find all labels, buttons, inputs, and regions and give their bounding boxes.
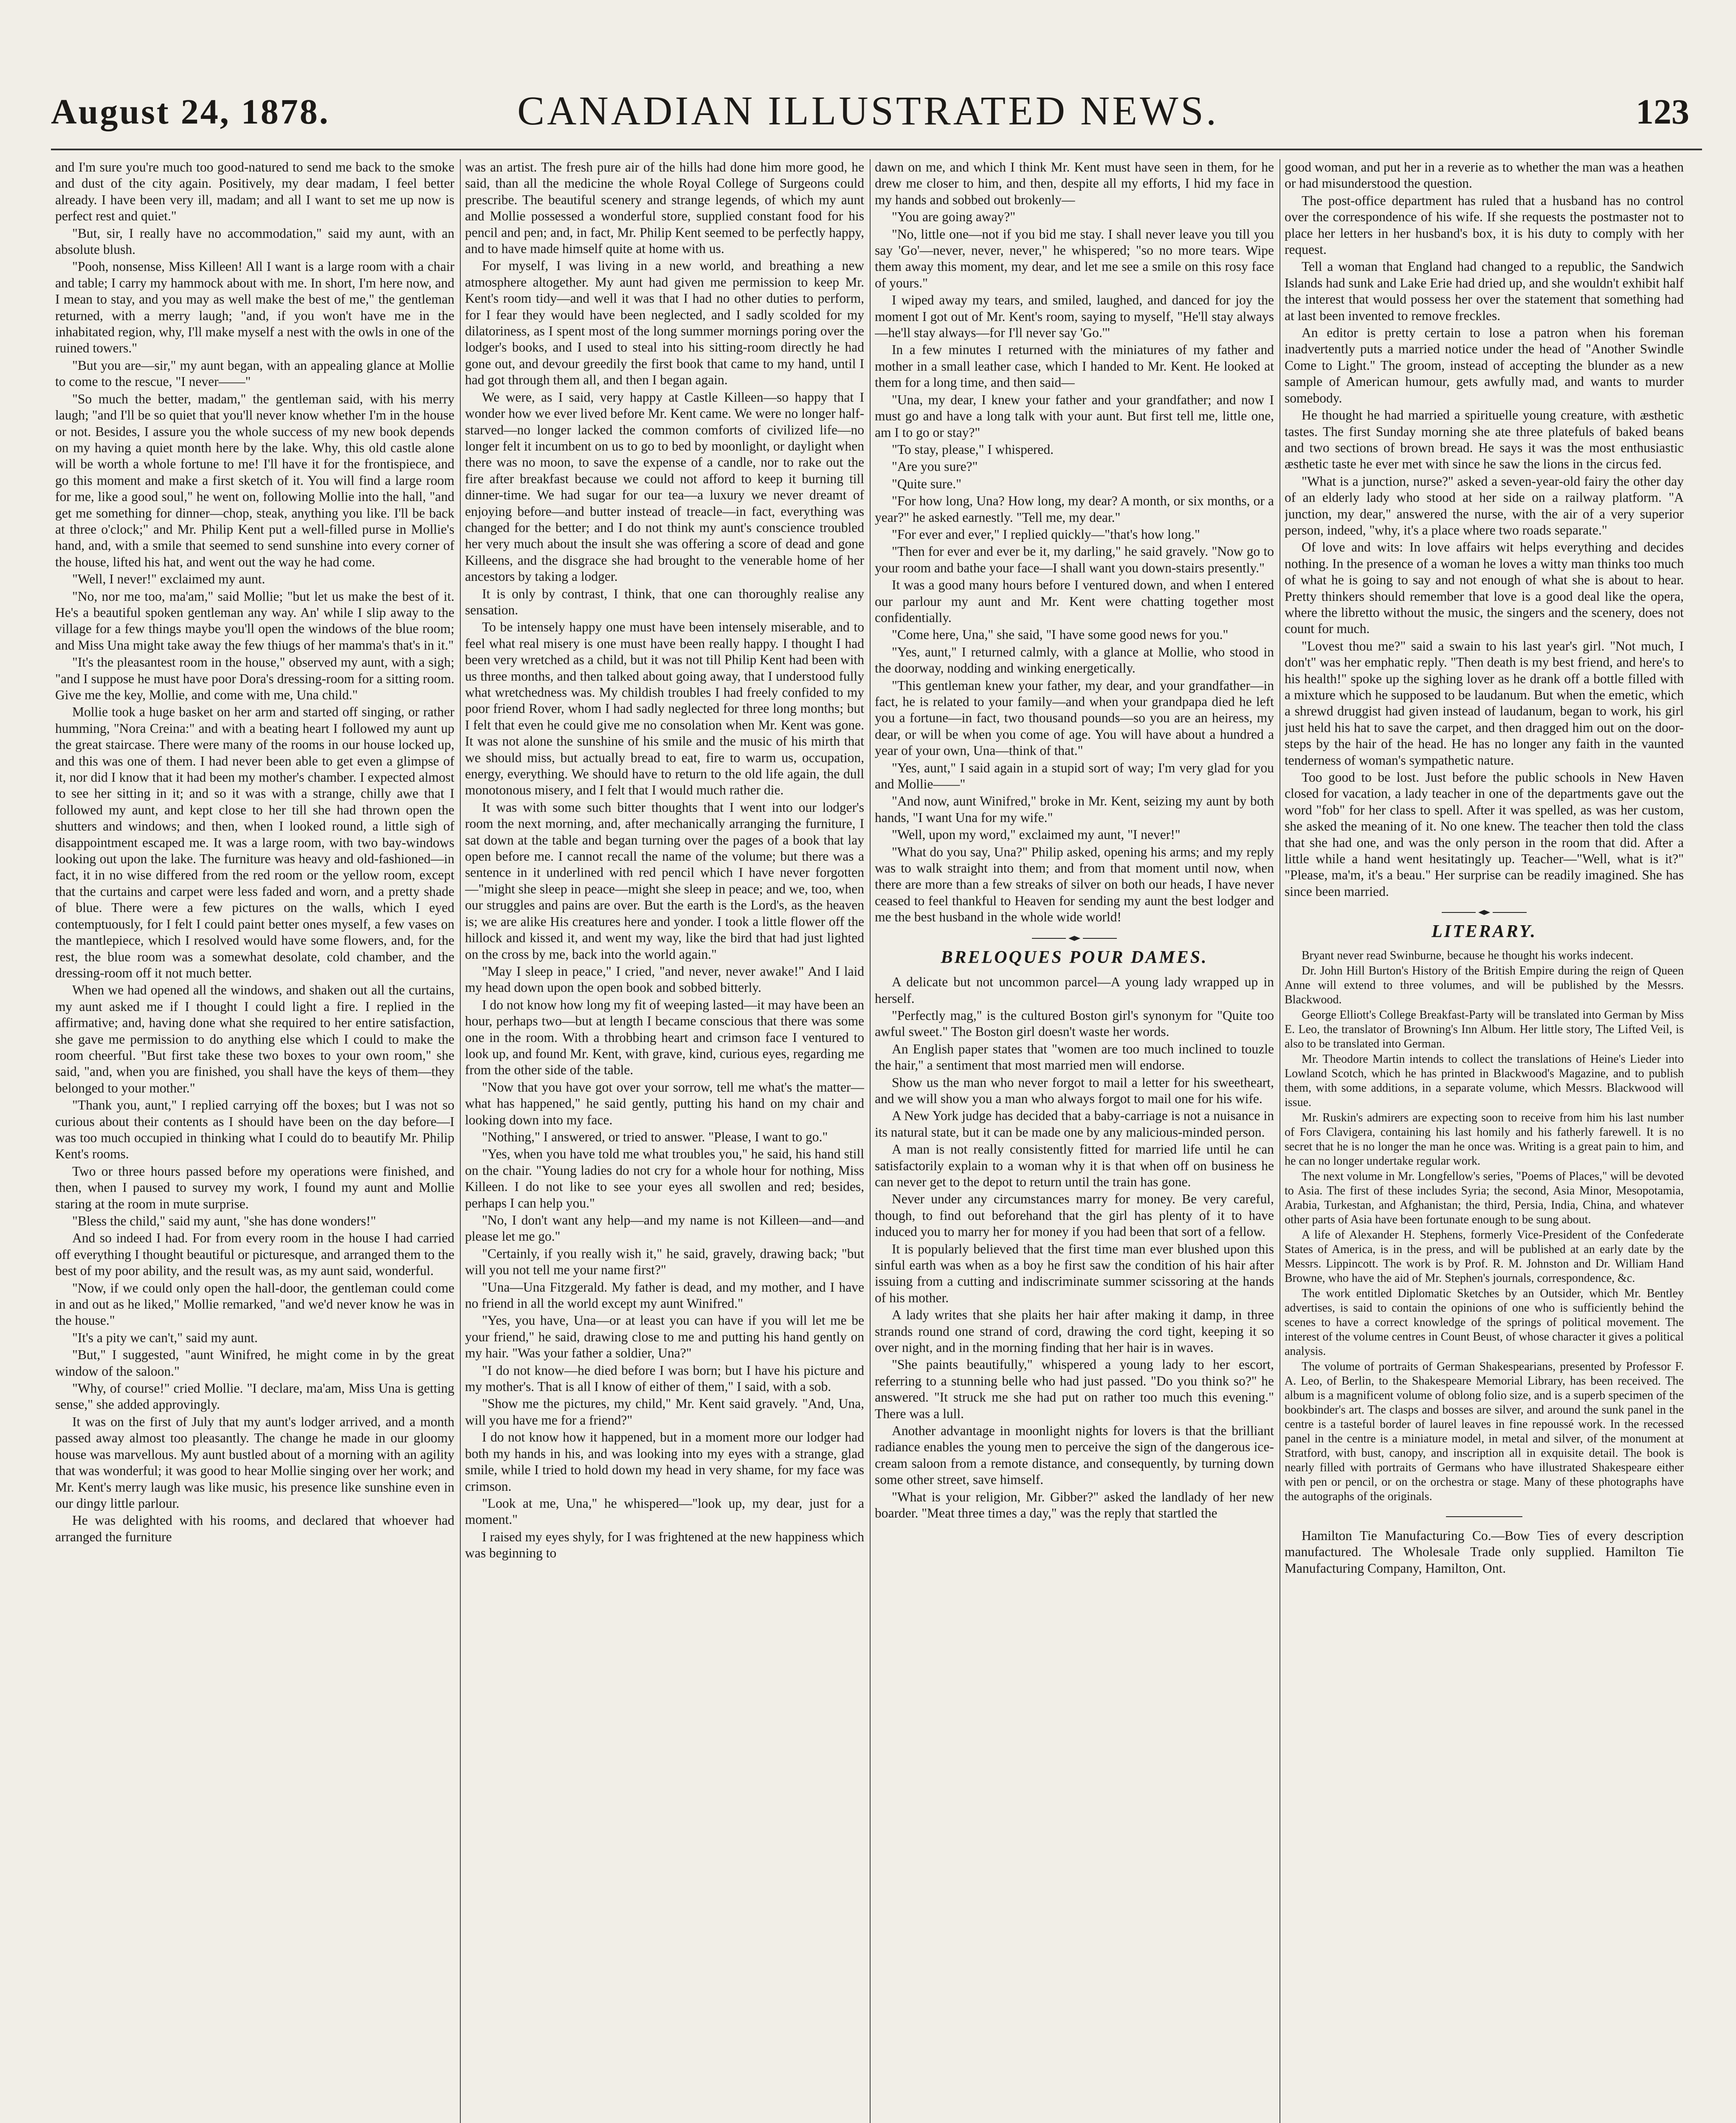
paragraph: and I'm sure you're much too good-natured to send me back to the smoke and dust of the city again. Positively, my dear madam, I feel better already. I have been very ill, madam; and all I want to set me up now is perfect rest and quiet." [55,160,454,224]
paragraph: The work entitled Diplomatic Sketches by an Outsider, which Mr. Bentley advertises, is said to contain the opinions of one who is sufficiently behind the scenes to have a correct knowledge of the springs of political movement. The interest of the volume centres in Count Beust, of whose character it gives a political analysis. [1285,1287,1684,1358]
column-rule [870,159,871,2123]
paragraph: "Well, upon my word," exclaimed my aunt, "I never!" [892,827,1181,842]
paragraph: Never under any circumstances marry for money. Be very careful, though, to find out beforehand that the girl has plenty of it to have induced you to marry her for money if you had been that sort of a fellow. [875,1191,1274,1239]
paragraph: "Then for ever and ever be it, my darling," he said gravely. "Now go to your room and bathe your face—I shall want you down-stairs presently." [875,544,1274,575]
paragraph: When we had opened all the windows, and shaken out all the curtains, my aunt asked me if I thought I could light a fire. I replied in the affirmative; and, having done what she required to her entire satisfaction, she gave me permission to do anything else which I could to make the room cheerful. "But first take these two boxes to your own room," she said, "and, when you are finished, you shall have the keys of them—they belonged to your mother." [55,983,454,1095]
paragraph: "But you are—sir," my aunt began, with an appealing glance at Mollie to come to the rescue, "I never——" [55,358,454,389]
paragraph: I do not know how it happened, but in a moment more our lodger had both my hands in his, and was looking into my eyes with a strange, glad smile, while I tried to hold down my head in very shame, for my face was crimson. [465,1430,864,1494]
breloques-continued [1285,159,1684,900]
paragraph: And so indeed I had. For from every room in the house I had carried off everything I thought beautiful or picturesque, and arranged them to the best of my poor ability, and the result was, as my aunt said, wonderful. [55,1230,454,1278]
literary-title: LITERARY. [1432,922,1537,942]
paragraph: "Are you sure?" [892,459,978,474]
paragraph: Bryant never read Swinburne, because he thought his works indecent. [1302,949,1634,962]
section-ornament [1285,1513,1684,1520]
paragraph: "It's a pity we can't," said my aunt. [72,1330,258,1345]
paragraph: "Lovest thou me?" said a swain to his last year's girl. "Not much, I don't" was her emphatic reply. "Then death is my best friend, and here's to his health!" spoke up the sighing lover as he drank off a bottle filled with a mixture which he supposed to be laudanum. But when the emetic, which a shrewd druggist had given instead of laudanum, began to work, his girl just held his hat to save the carpet, and then dragged him out on the door-steps by the hair of the head. He has no longer any faith in the vaunted tenderness of woman's sympathetic nature. [1285,638,1684,768]
masthead-title: CANADIAN ILLUSTRATED NEWS. [517,88,1219,133]
paragraph: The volume of portraits of German Shakespearians, presented by Professor F. A. Leo, of Berlin, to the Shakespeare Memorial Library, has been received. The album is a magnificent volume of oblong folio size, and is a superb specimen of the bookbinder's art. The clasps and bosses are silver, and around the sunk panel in the centre is a tasteful border of laurel leaves in fine repoussé work. In the recessed panel in the centre is a miniature model, in metal and silver, of the monument at Stratford, with bust, canopy, and inscription all in exquisite detail. The book is nearly filled with portraits of Germans who have illustrated Shakespeare either with pen or pencil, or on the orchestra or stage. Many of these photographs have the autographs of the originals. [1285,1360,1684,1503]
paragraph: Mr. Ruskin's admirers are expecting soon to receive from him his last number of Fors Clavigera, containing his last homily and his fatherly farewell. It is no secret that he is no longer the man he once was. Writing is a great pain to him, and he can no longer undertake regular work. [1285,1111,1684,1168]
paragraph: An English paper states that "women are too much inclined to touzle the hair," a sentiment that most married men will endorse. [875,1041,1274,1073]
paragraph: Tell a woman that England had changed to a republic, the Sandwich Islands had sunk and Lake Erie had dried up, and she wouldn't exhibit half the interest that would possess her over the statement that something had at last been invented to remove freckles. [1285,259,1684,323]
paragraph: "But," I suggested, "aunt Winifred, he might come in by the great window of the saloon." [55,1347,454,1379]
paragraph: It was with some such bitter thoughts that I went into our lodger's room the next morning, and, after mechanically arranging the furniture, I sat down at the table and began turning over the pages of a book that lay open before me. I cannot recall the name of the volume; but there was a sentence in it underlined with red pencil which I have never forgotten—"might she sleep in peace—might she sleep in peace; and we, too, when our struggles and pains are over. But the earth is the Lord's, as the heaven is; we are alike His creatures here and yonder. I took a little flower off the hillock and kissed it, and went my way, like the bird that had just lighted on the cross by me, back into the world again." [465,800,864,962]
paragraph: A delicate but not uncommon parcel—A young lady wrapped up in herself. [875,974,1274,1006]
column-2-story [465,159,864,2123]
paragraph: It was on the first of July that my aunt's lodger arrived, and a month passed away almost too pleasantly. The change he made in our gloomy house was marvellous. My aunt bustled about of a morning with an agility that was wonderful; it was good to hear Mollie singing over her work; and Mr. Kent's merry laugh was like music, his presence like sunshine even in our dingy little parlour. [55,1414,454,1511]
paragraph: "Now that you have got over your sorrow, tell me what's the matter—what has happened," he said gently, putting his hand on my chair and looking down into my face. [465,1079,864,1127]
column-1-story [55,159,454,2123]
paragraph: "Well, I never!" exclaimed my aunt. [72,572,265,587]
paragraph: Too good to be lost. Just before the public schools in New Haven closed for vacation, a lady teacher in one of the departments gave out the word "fob" for her class to spell. After it was spelled, as was her custom, she asked the meaning of it. No one knew. The teacher then told the class that she had one, and was the only person in the room that did. After a little while a hand went hesitatingly up. Teacher—"Well, what is it?" "Please, ma'm, it's a beau." Her surprise can be readily imagined. She has since been married. [1285,770,1684,899]
paragraph: I raised my eyes shyly, for I was frightened at the new happiness which was beginning to [465,1529,864,1561]
paragraph: "Show me the pictures, my child," Mr. Kent said gravely. "And, Una, will you have me for a friend?" [465,1396,864,1428]
paragraph: "Yes, aunt," I returned calmly, with a glance at Mollie, who stood in the doorway, nodding and winking energetically. [875,644,1274,676]
paragraph: "Nothing," I answered, or tried to answer. "Please, I want to go." [482,1129,828,1144]
ornament-divider-icon [1437,909,1531,916]
ornament-divider-icon [1028,935,1121,942]
paragraph: "May I sleep in peace," I cried, "and never, never awake!" And I laid my head down upon the open book and sobbed bitterly. [465,963,864,995]
paragraph: We were, as I said, very happy at Castle Killeen—so happy that I wonder how we ever lived before Mr. Kent came. We were no longer half-starved—no longer lacked the common comforts of civilized life—no longer felt it incumbent on us to go to bed by moonlight, or daylight when there was no moon, to save the expense of a candle, nor to rake out the fire after breakfast because we could not afford to keep it burning till dinner-time. We had sugar for our tea—a luxury we never dreamt of enjoying before—and butter instead of treacle—in fact, everything was changed for the better; and I do not think my aunt's conscience troubled her very much about the insult she was offering a score of dead and gone Killeens, and the disgrace she had brought to the venerable home of her ancestors by taking a lodger. [465,389,864,584]
paragraph: "What is a junction, nurse?" asked a seven-year-old fairy the other day of an elderly lady who stood at her side on a railway platform. "A junction, my dear," answered the nurse, with the air of a very superior person, indeed, "why, it's a place where two roads separate." [1285,473,1684,538]
paragraph: It is only by contrast, I think, that one can thoroughly realise any sensation. [465,586,864,617]
advertisement: Hamilton Tie Manufacturing Co.—Bow Ties of every description manufactured. The Wholesale Trade only supplied. Hamilton Tie Manufacturing Company, Hamilton, Ont. [1285,1528,1684,1576]
issue-date: August 24, 1878. [51,92,330,132]
paragraph: A life of Alexander H. Stephens, formerly Vice-President of the Confederate States of America, is in the press, and will be published at an early date by the Messrs. Lippincott. The work is by Prof. R. M. Johnston and Dr. William Hand Browne, who have the aid of Mr. Stephen's journals, correspondence, &c. [1285,1228,1684,1285]
breloques-title: BRELOQUES POUR DAMES. [941,947,1208,967]
paragraph: "Yes, you have, Una—or at least you can have if you will let me be your friend," he said, drawing close to me and putting his hand gently on my hair. "Was your father a soldier, Una?" [465,1313,864,1361]
paragraph: I do not know how long my fit of weeping lasted—it may have been an hour, perhaps two—but at length I became conscious that there was some one in the room. With a throbbing heart and crimson face I ventured to look up, and found Mr. Kent, with grave, kind, curious eyes, regarding me from the other side of the table. [465,997,864,1078]
paragraph: "What do you say, Una?" Philip asked, opening his arms; and my reply was to walk straight into them; and from that moment until now, when there are more than a few streaks of silver on both our heads, I have never ceased to feel thankful to Heaven for sending my aunt the best lodger and me the best husband in the whole wide world! [875,844,1274,925]
column-3 [875,159,1274,2123]
paragraph: "Yes, aunt," I said again in a stupid sort of way; I'm very glad for you and Mollie——" [875,760,1274,792]
paragraph: Of love and wits: In love affairs wit helps everything and decides nothing. In the presence of a woman he loves a witty man thinks too much of what he is going to say and not enough of what she is about to hear. Pretty thinkers should remember that love is a good deal like the opera, where the libretto without the music, the singers and the scenery, does not count for much. [1285,540,1684,636]
paragraph: "But, sir, I really have no accommodation," said my aunt, with an absolute blush. [55,225,454,257]
paragraph: "Now, if we could only open the hall-door, the gentleman could come in and out as he liked," Mollie remarked, "and we'd never know he was in the house." [55,1280,454,1328]
paragraph: "What is your religion, Mr. Gibber?" asked the landlady of her new boarder. "Meat three times a day," was the reply that startled the [875,1489,1274,1521]
paragraph: "Una—Una Fitzgerald. My father is dead, and my mother, and I have no friend in all the world except my aunt Winifred." [465,1279,864,1311]
paragraph: Another advantage in moonlight nights for lovers is that the brilliant radiance enables the young men to perceive the sign of the dangerous ice-cream saloon from a remote distance, and consequently, by turning down some other street, save himself. [875,1423,1274,1487]
column-rule [460,159,461,2123]
paragraph: "You are going away?" [892,209,1016,225]
breloques-section [875,974,1274,1521]
paragraph: "For ever and ever," I replied quickly—"that's how long." [892,527,1200,542]
paragraph: "Come here, Una," she said, "I have some good news for you." [892,627,1229,642]
paragraph: "Why, of course!" cried Mollie. "I declare, ma'am, Miss Una is getting sense," she added approvingly. [55,1381,454,1412]
paragraph: For myself, I was living in a new world, and breathing a new atmosphere altogether. My aunt had given me permission to keep Mr. Kent's room tidy—and well it was that I had no other duties to perform, for I fear they would have been neglected, and I sadly scolded for my dilatoriness, as I spent most of the long summer mornings poring over the lodger's books, and I used to steal into his sitting-room directly he had gone out, and devour greedily the first book that came to my hand, until I had got through them all, and then I began again. [465,258,864,388]
paragraph: "Quite sure." [892,476,961,491]
page-number: 123 [1636,92,1689,132]
paragraph: A New York judge has decided that a baby-carriage is not a nuisance in its natural state, but it can be made one by any malicious-minded person. [875,1108,1274,1140]
paragraph: A man is not really consistently fitted for married life until he can satisfactorily explain to a woman why it is that when off on business he can never get to the depot to return until the train has gone. [875,1142,1274,1189]
paragraph: To be intensely happy one must have been intensely miserable, and to feel what real misery is one must have been really happy. I thought I had been very wretched as a child, but it was not till Philip Kent had been with us three months, and then talked about going away, that I understood fully what wretchedness was. My childish troubles I had freely confided to my poor friend Rover, whom I had sadly neglected for three long months; but I felt that even he could give me no consolation when Mr. Kent was gone. It was not alone the sunshine of his smile and the music of his mirth that we should miss, but actually bread to eat, fire to warm us, occupation, energy, everything. We should have to return to the old life again, the dull monotonous misery, and I felt that I would much rather die. [465,619,864,798]
paragraph: The post-office department has ruled that a husband has no control over the correspondence of his wife. If she requests the postmaster not to place her letters in her husband's box, it is his duty to comply with her request. [1285,193,1684,257]
header-rule [51,149,1702,150]
paragraph: good woman, and put her in a reverie as to whether the man was a heathen or had misunderstood the question. [1285,160,1684,191]
paragraph: He thought he had married a spirituelle young creature, with æsthetic tastes. The first Sunday morning she ate three platefuls of baked beans and two sections of brown bread. He says it was the most enthusiastic æsthetic taste he ever met with since he saw the lions in the circus fed. [1285,408,1684,472]
section-ornament [1285,909,1684,916]
paragraph: "Look at me, Una," he whispered—"look up, my dear, just for a moment." [465,1495,864,1527]
paragraph: I wiped away my tears, and smiled, laughed, and danced for joy the moment I got out of Mr. Kent's room, saying to myself, "He'll stay always—he'll stay always—for I'll never say 'Go.'" [875,293,1274,341]
paragraph: "I do not know—he died before I was born; but I have his picture and my mother's. That is all I know of either of them," I said, with a sob. [465,1363,864,1394]
paragraph: George Elliott's College Breakfast-Party will be translated into German by Miss E. Leo, the translator of Browning's Inn Album. Her little story, The Lifted Veil, is also to be translated into German. [1285,1008,1684,1050]
paragraph: An editor is pretty certain to lose a patron when his foreman inadvertently puts a married notice under the head of "Another Swindle Come to Light." The groom, instead of accepting the blunder as a new sample of American humour, gets awfully mad, and wants to murder somebody. [1285,325,1684,405]
story-conclusion [875,159,1274,926]
paragraph: dawn on me, and which I think Mr. Kent must have seen in them, for he drew me closer to him, and then, despite all my efforts, I hid my face in my hands and sobbed out brokenly— [875,160,1274,207]
paragraph: "Certainly, if you really wish it," he said, gravely, drawing back; "but will you not tell me your name first?" [465,1246,864,1278]
column-4 [1285,159,1684,2123]
column-rule [1279,159,1280,2123]
paragraph: "No, little one—not if you bid me stay. I shall never leave you till you say 'Go'—never, never, never," he whispered; "so no more tears. Wipe them away this moment, my dear, and let me see a smile on this rosy face of yours." [875,226,1274,290]
paragraph: "For how long, Una? How long, my dear? A month, or six months, or a year?" he asked earnestly. "Tell me, my dear." [875,493,1274,525]
paragraph: "Bless the child," said my aunt, "she has done wonders!" [72,1214,376,1228]
paragraph: "No, nor me too, ma'am," said Mollie; "but let us make the best of it. He's a beautiful spoken gentleman any way. An' while I slip away to the village for a few things maybe you'll open the windows of the blue room; and Miss Una might take away the few thiugs of her mamma's that's in it." [55,588,454,653]
paragraph: A lady writes that she plaits her hair after making it damp, in three strands round one strand of cord, drawing the cord tight, keeping it so over night, and in the morning finding that her hair is in waves. [875,1307,1274,1355]
paragraph: It was a good many hours before I ventured down, and when I entered our parlour my aunt and Mr. Kent were chatting together most confidentially. [875,577,1274,625]
paragraph: Two or three hours passed before my operations were finished, and then, when I paused to survey my work, I found my aunt and Mollie staring at the room in mute surprise. [55,1163,454,1211]
paragraph: In a few minutes I returned with the miniatures of my father and mother in a small leather case, which I handed to Mr. Kent. He looked at them for a long time, and then said— [875,342,1274,390]
paragraph: "To stay, please," I whispered. [892,442,1054,457]
paragraph: "Thank you, aunt," I replied carrying off the boxes; but I was not so curious about their contents as I should have been on the day before—I was too much occupied in thinking what I could do to beautify Mr. Philip Kent's rooms. [55,1098,454,1162]
paragraph: He was delighted with his rooms, and declared that whoever had arranged the furniture [55,1513,454,1544]
paragraph: The next volume in Mr. Longfellow's series, "Poems of Places," will be devoted to Asia. The first of these includes Syria; the second, Asia Minor, Mesopotamia, Arabia, Turkestan, and Afghanistan; the third, Persia, India, China, and whatever other parts of Asia have been fortunate enough to be sung about. [1285,1169,1684,1226]
ornament-divider-icon [1437,1513,1531,1520]
paragraph: "And now, aunt Winifred," broke in Mr. Kent, seizing my aunt by both hands, "I want Una for my wife." [875,794,1274,825]
paragraph: Show us the man who never forgot to mail a letter for his sweetheart, and we will show you a man who always forgot to mail one for his wife. [875,1075,1274,1106]
paragraph: "Una, my dear, I knew your father and your grandfather; and now I must go and have a long talk with your aunt. But first tell me, little one, am I to go or stay?" [875,392,1274,440]
paragraph: It is popularly believed that the first time man ever blushed upon this sinful earth was when as a boy he first saw the condition of his hair after issuing from a cutting and indiscriminate summer scissoring at the hands of his mother. [875,1241,1274,1305]
paragraph: "This gentleman knew your father, my dear, and your grandfather—in fact, he is related to your family—and when your grandpapa died he left you a fortune—in fact, two thousand pounds—so you are an heiress, my dear, or will be when you come of age. You will have about a hundred a year of your own, Una—think of that." [875,678,1274,758]
paragraph: Mollie took a huge basket on her arm and started off singing, or rather humming, "Nora Creina:" and with a beating heart I followed my aunt up the great staircase. There were many of the rooms in our house locked up, and this was one of them. I had never been able to get even a glimpse of it, nor did I know that it had been my mother's chamber. I expected almost to see her sitting in it; and so it was with a strange, chilly awe that I followed my aunt, and kept close to her till she had thrown open the shutters and windows; and then, when I looked round, a little sigh of disappointment escaped me. It was a large room, with two bay-windows looking out upon the lake. The furniture was heavy and old-fashioned—in fact, it in no wise differed from the red room or the yellow room, except that the curtains and carpet were less faded and worn, and a pretty shade of blue. There were a few pictures on the walls, which I eyed contemptuously, for I felt I could paint better ones myself, a few vases on the mantlepiece, which I resolved would have some flowers, and, for the rest, the blue room was a somewhat desolate, cold chamber, and the dressing-room off it not much better. [55,704,454,980]
paragraph: Mr. Theodore Martin intends to collect the translations of Heine's Lieder into Lowland Scotch, which he has printed in Blackwood's Magazine, and to publish them, with some additions, in a separate volume, which Messrs. Blackwood will issue. [1285,1052,1684,1109]
paragraph: "She paints beautifully," whispered a young lady to her escort, referring to a stunning belle who had just passed. "Do you think so?" he answered. "It struck me she had put on rather too much this evening." There was a lull. [875,1357,1274,1421]
paragraph: "So much the better, madam," the gentleman said, with his merry laugh; "and I'll be so quiet that you'll never know whether I'm in the house or not. Besides, I assure you the whole success of my new book depends on my having a quiet month here by the lake. Why, this old castle alone will be worth a whole fortune to me! I'll have it for the frontispiece, and go this moment and make a first sketch of it. You will find a large room for me, like a good soul," he went on, following Mollie into the hall, "and get me something for dinner—chop, steak, anything you like. I'll be back at three o'clock;" and Mr. Philip Kent put a well-filled purse in Mollie's hand, and, with a smile that seemed to send sunshine into every corner of the house, lifted his hat, and went out the way he had come. [55,391,454,569]
paragraph: "No, I don't want any help—and my name is not Killeen—and—and please let me go." [465,1213,864,1244]
paragraph: "Yes, when you have told me what troubles you," he said, his hand still on the chair. "Young ladies do not cry for a whole hour for nothing, Miss Killeen. I do not like to see your eyes all swollen and red; besides, perhaps I can help you." [465,1146,864,1211]
paragraph: was an artist. The fresh pure air of the hills had done him more good, he said, than all the medicine the whole Royal College of Surgeons could prescribe. The beautiful scenery and strange legends, of which my aunt and Mollie possessed a wonderful store, supplied constant food for his pencil and pen; and, in fact, Mr. Philip Kent seemed to be perfectly happy, and to have made himself quite at home with us. [465,160,864,256]
paragraph: "It's the pleasantest room in the house," observed my aunt, with a sigh; "and I suppose he must have poor Dora's dressing-room for a sitting room. Give me the key, Mollie, and come with me, Una child." [55,655,454,702]
paragraph: "Perfectly mag," is the cultured Boston girl's synonym for "Quite too awful sweet." The Boston girl doesn't waste her words. [875,1008,1274,1039]
paragraph: "Pooh, nonsense, Miss Killeen! All I want is a large room with a chair and table; I carry my hammock about with me. In short, I'm here now, and I mean to stay, and you may as well make the best of me," the gentleman returned, with a merry laugh; "and, if you won't have me in the inhabitated region, why, I'll make myself a nest with the owls in one of the ruined towers." [55,259,454,356]
paragraph: Dr. John Hill Burton's History of the British Empire during the reign of Queen Anne will extend to three volumes, and will be published by the Messrs. Blackwood. [1285,964,1684,1006]
literary-section [1285,949,1684,1504]
section-ornament [875,935,1274,942]
